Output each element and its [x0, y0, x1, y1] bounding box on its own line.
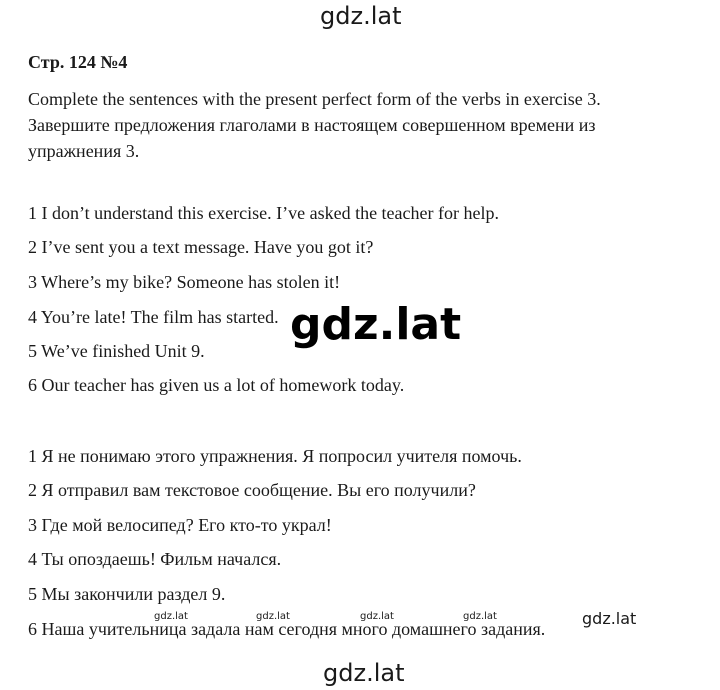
watermark-top: gdz.lat — [320, 2, 402, 30]
instructions — [28, 86, 708, 164]
watermark-center: gdz.lat — [290, 299, 462, 350]
watermark-small-1: gdz.lat — [154, 611, 188, 622]
russian-answer-2: 2 Я отправил вам текстовое сообщение. Вы его получили? — [28, 480, 476, 500]
instructions-russian-line2: упражнения 3. — [28, 141, 140, 161]
watermark-right: gdz.lat — [582, 609, 637, 628]
watermark-bottom: gdz.lat — [323, 659, 405, 687]
russian-answer-6: 6 Наша учительница задала нам сегодня много домашнего задания. — [28, 619, 546, 639]
instructions-english: Complete the sentences with the present perfect form of the verbs in exercise 3. — [28, 89, 601, 109]
watermark-small-3: gdz.lat — [360, 611, 394, 622]
english-answer-6: 6 Our teacher has given us a lot of homework today. — [28, 375, 405, 395]
english-answer-1: 1 I don’t understand this exercise. I’ve asked the teacher for help. — [28, 203, 499, 223]
english-answer-2: 2 I’ve sent you a text message. Have you got it? — [28, 237, 374, 257]
russian-answer-1: 1 Я не понимаю этого упражнения. Я попросил учителя помочь. — [28, 446, 522, 466]
watermark-small-4: gdz.lat — [463, 611, 497, 622]
english-answer-4: 4 You’re late! The film has started. — [28, 307, 279, 327]
english-answer-5: 5 We’ve finished Unit 9. — [28, 341, 205, 361]
watermark-small-2: gdz.lat — [256, 611, 290, 622]
instructions-russian-line1: Завершите предложения глаголами в настоящем совершенном времени из — [28, 115, 596, 135]
russian-answer-4: 4 Ты опоздаешь! Фильм начался. — [28, 549, 282, 569]
english-answer-3: 3 Where’s my bike? Someone has stolen it! — [28, 272, 341, 292]
russian-answer-5: 5 Мы закончили раздел 9. — [28, 584, 226, 604]
page-title: Стр. 124 №4 — [28, 52, 128, 72]
russian-answer-3: 3 Где мой велосипед? Его кто-то украл! — [28, 515, 332, 535]
